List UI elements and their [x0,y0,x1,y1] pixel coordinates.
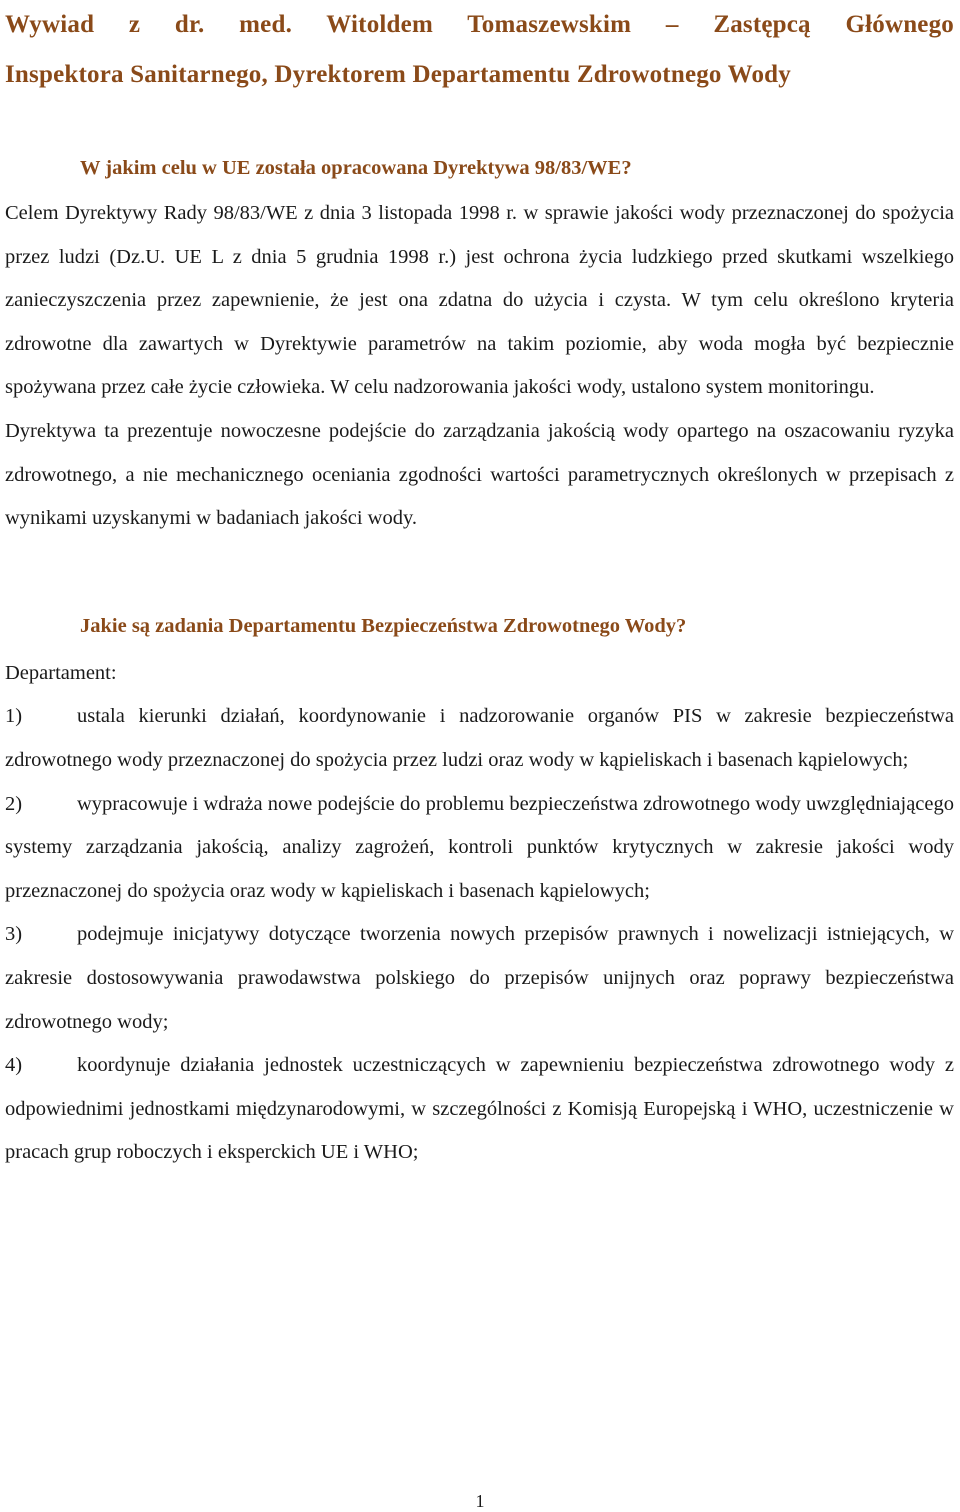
task-item-number: 1) [5,705,23,728]
document-title [5,0,954,100]
title-line-2: Inspektora Sanitarnego, Dyrektorem Departamentu Zdrowotnego Wody [5,61,791,88]
department-label: Departament: [5,661,117,684]
task-item-text: podejmuje inicjatywy dotyczące tworzenia nowych przepisów prawnych i nowelizacji istniejących, w zakresie dostosowywania prawodawstwa polskiego do przepisów unijnych oraz poprawy bezpieczeństwa zdrowotnego wody; [5,923,954,1033]
task-item-text: koordynuje działania jednostek uczestniczących w zapewnieniu bezpieczeństwa zdrowotnego wody z odpowiednimi jednostkami międzynarodowymi, w szczególności z Komisją Europejską i WHO, uczestniczenie w pracach grup roboczych i eksperckich UE i WHO; [5,1054,954,1164]
task-list-item [5,913,954,1044]
task-item-number: 2) [5,792,23,815]
task-item-number: 3) [5,923,23,946]
title-line-1: Wywiad z dr. med. Witoldem Tomaszewskim – Zastępcą Głównego [5,11,954,38]
question-2-heading: Jakie są zadania Departamentu Bezpieczeństwa Zdrowotnego Wody? [80,614,687,637]
task-item-text: ustala kierunki działań, koordynowanie i nadzorowanie organów PIS w zakresie bezpieczeństwa zdrowotnego wody przeznaczonej do spożycia przez ludzi oraz wody w kąpieliskach i basenach kąpielowych; [5,705,954,771]
task-list-item [5,783,954,914]
question-1-heading: W jakim celu w UE została opracowana Dyrektywa 98/83/WE? [80,157,632,179]
page-number: 1 [475,1491,485,1511]
task-list-item [5,695,954,782]
task-item-text: wypracowuje i wdraża nowe podejście do problemu bezpieczeństwa zdrowotnego wody uwzględniającego systemy zarządzania jakością, analizy zagrożeń, kontroli punktów krytycznych w zakresie jakości wody przeznaczonej do spożycia oraz wody w kąpieliskach i basenach kąpielowych; [5,792,954,902]
task-list-item [5,1044,954,1175]
answer-1-paragraph-2: Dyrektywa ta prezentuje nowoczesne podejście do zarządzania jakością wody opartego na oszacowaniu ryzyka zdrowotnego, a nie mechanicznego oceniania zgodności wartości parametrycznych określonych w przepisach z wynikami uzyskanymi w badaniach jakości wody. [5,419,954,530]
task-item-number: 4) [5,1054,23,1077]
answer-1-paragraph-1: Celem Dyrektywy Rady 98/83/WE z dnia 3 listopada 1998 r. w sprawie jakości wody przeznaczonej do spożycia przez ludzi (Dz.U. UE L z dnia 5 grudnia 1998 r.) jest ochrona życia ludzkiego przed skutkami wszelkiego zanieczyszczenia przez zapewnienie, że jest ona zdatna do użycia i czysta. W tym celu określono kryteria zdrowotne dla zawartych w Dyrektywie parametrów na takim poziomie, aby woda mogła być bezpiecznie spożywana przez całe życie człowieka. W celu nadzorowania jakości wody, ustalono system monitoringu. [5,202,954,399]
